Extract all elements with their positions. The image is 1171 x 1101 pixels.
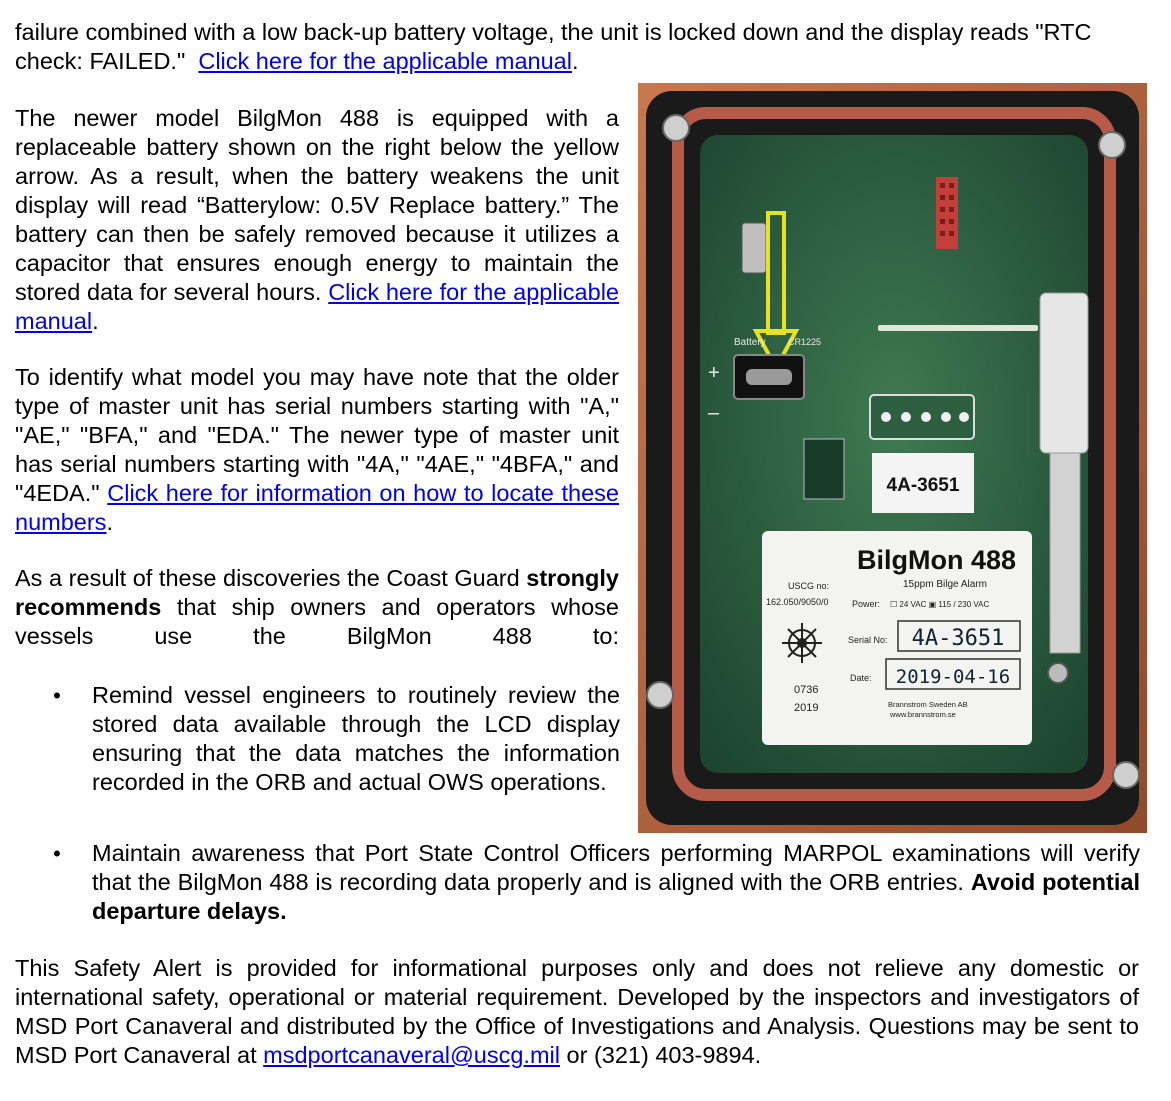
bullet-dot: • — [53, 683, 61, 708]
closing-paragraph — [15, 954, 1139, 1070]
helm-wheel-icon — [782, 623, 822, 663]
red-connector — [936, 177, 958, 249]
svg-text:0736: 0736 — [794, 684, 819, 696]
closing-text: This Safety Alert is provided for informational purposes only and does not relieve any domestic or international safety, operational or material requirement. Developed by the inspectors and investigators of MSD Port Canaveral and distributed by the Office of Investigations and Analysis. Questions may be sent to MSD Port Canaveral at — [15, 955, 1139, 1068]
svg-text:Date:: Date: — [850, 673, 872, 683]
svg-text:Brannstrom Sweden AB: Brannstrom Sweden AB — [888, 700, 968, 709]
bullet-2-bold: Avoid potential departure delays. — [92, 869, 1140, 924]
label-title: BilgMon 488 — [856, 545, 1016, 575]
svg-text:–: – — [708, 402, 720, 424]
phone-text: or (321) 403-9894. — [566, 1042, 762, 1068]
usb-port — [742, 223, 766, 273]
svg-text:USCG no:: USCG no: — [788, 581, 830, 591]
latch — [1040, 293, 1088, 453]
dip-header — [804, 439, 844, 499]
label-serial-handwritten: 4A-3651 — [911, 626, 1005, 651]
intro-text: failure combined with a low back-up battery voltage, the unit is locked down and the display reads "RTC check: FAILED." — [15, 19, 1092, 74]
bullet-dot: • — [53, 841, 61, 866]
svg-text:Serial No:: Serial No: — [848, 635, 888, 645]
svg-text:162.050/9050/0: 162.050/9050/0 — [766, 597, 829, 607]
email-link[interactable]: msdportcanaveral@uscg.mil — [263, 1042, 560, 1068]
bilgmon-photo — [638, 83, 1147, 833]
pcb-serial-text: 4A-3651 — [886, 475, 960, 496]
svg-text:+: + — [708, 362, 720, 384]
manual-link-2[interactable]: Click here for the applicable manual — [15, 279, 619, 334]
battery-silkscreen: Battery — [734, 337, 766, 348]
bullet-item-1 — [50, 681, 620, 827]
bullet-1-text: Remind vessel engineers to routinely review the stored data available through the LCD display ensuring that the data matches the information recorded in the ORB and actual OWS operations. — [92, 682, 620, 795]
locate-numbers-link[interactable]: Click here for information on how to locate these numbers — [15, 480, 619, 535]
newer-model-text: The newer model BilgMon 488 is equipped with a replaceable battery shown on the right below the yellow arrow. As a result, when the battery weakens the unit display will read “Batterylow: 0.5V Replace battery.” The battery can then be safely removed because it utilizes a capacitor that ensures enough energy to maintain the stored data for several hours. — [15, 105, 619, 305]
bullet-2-text: Maintain awareness that Port State Control Officers performing MARPOL examinations will verify that the BilgMon 488 is recording data properly and is aligned with the ORB entries. — [92, 840, 1140, 895]
identify-text: To identify what model you may have note that the older type of master unit has serial numbers starting with "A," "AE," "BFA," and "EDA." The newer type of master unit has serial numbers starting with "4A," "4AE," "4BFA," and "4EDA." — [15, 364, 619, 506]
manual-link-1[interactable]: Click here for the applicable manual — [198, 48, 572, 74]
cr-silkscreen: CR1225 — [788, 337, 822, 347]
intro-paragraph: failure combined with a low back-up battery voltage, the unit is locked down and the display reads "RTC check: FAILED." Click here for the applicable manual. — [15, 19, 1092, 74]
svg-text:www.brannstrom.se: www.brannstrom.se — [890, 710, 956, 719]
pin-header — [878, 325, 1038, 331]
svg-text:15ppm Bilge Alarm: 15ppm Bilge Alarm — [903, 579, 987, 590]
bullet-item-2 — [50, 839, 1140, 929]
strongly-recommends: strongly recommends — [15, 565, 619, 620]
newer-model-paragraph: The newer model BilgMon 488 is equipped with a replaceable battery shown on the right below the yellow arrow. As a result, when the battery weakens the unit display will read “Batterylow: 0.5V Replace battery.” The battery can then be safely removed because it utilizes a capacitor that ensures enough energy to maintain the stored data for several hours. Click here for the applicable manual. — [15, 105, 619, 334]
identify-paragraph: To identify what model you may have note that the older type of master unit has serial numbers starting with "A," "AE," "BFA," and "EDA." The newer type of master unit has serial numbers starting with "4A," "4AE," "4BFA," and "4EDA." Click here for information on how to locate these numbers. — [15, 364, 619, 535]
svg-text:Power:: Power: — [852, 599, 881, 609]
coin-battery — [746, 369, 792, 385]
recommendation-paragraph: As a result of these discoveries the Coast Guard strongly recommends that ship owners and operators whose vessels use the BilgMon 488 to: — [15, 565, 620, 649]
svg-text:2019: 2019 — [794, 702, 819, 714]
label-date-handwritten: 2019-04-16 — [895, 666, 1011, 688]
svg-text:☐ 24 VAC ▣ 115 / 230 VAC: ☐ 24 VAC ▣ 115 / 230 VAC — [890, 600, 990, 609]
